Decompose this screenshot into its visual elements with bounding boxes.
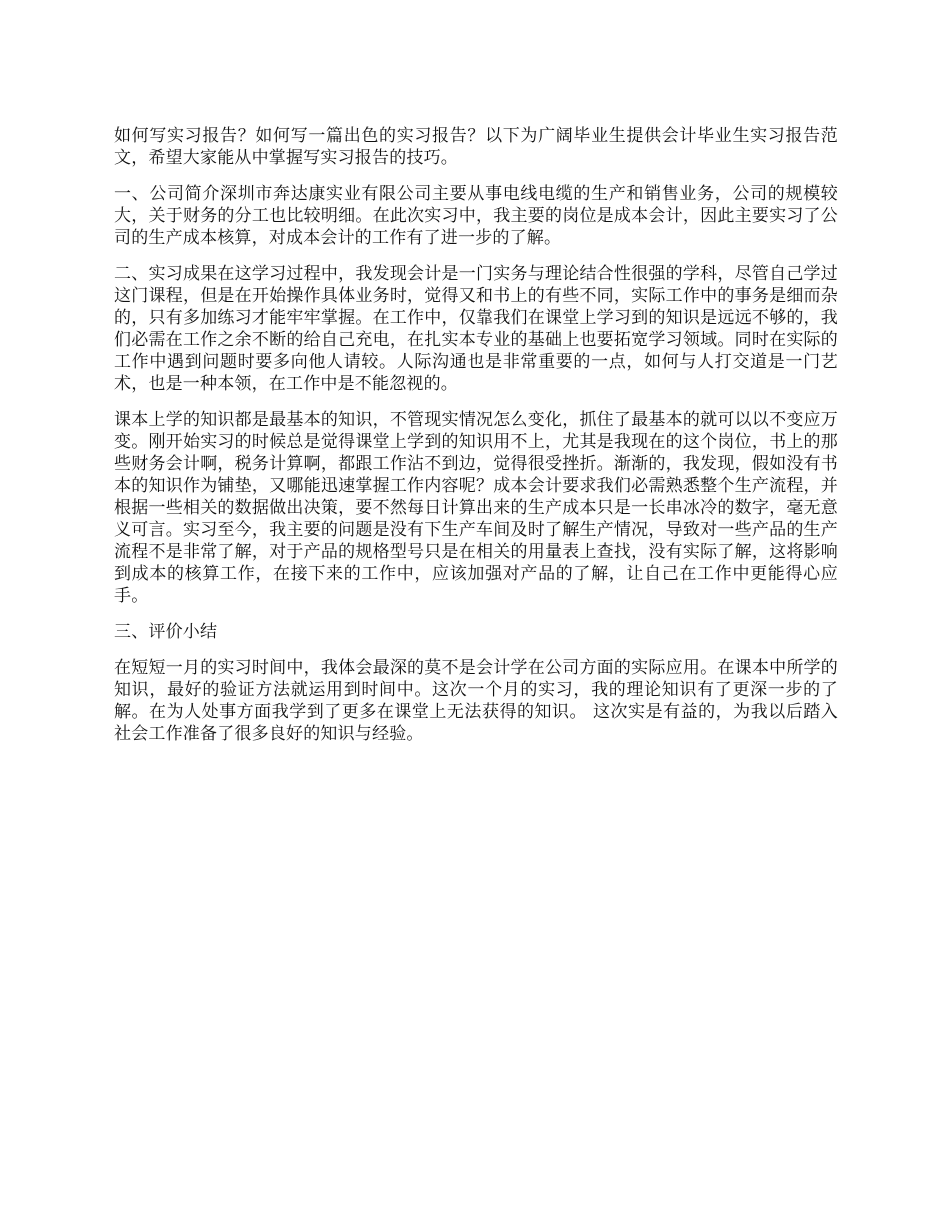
- internship-results-paragraph: 二、实习成果在这学习过程中，我发现会计是一门实务与理论结合性很强的学科，尽管自己学过这门课程，但是在开始操作具体业务时，觉得又和书上的有些不同，实际工作中的事务是细而杂的，只有多加练习才能牢牢掌握。在工作中，仅靠我们在课堂上学习到的知识是远远不够的，我们必需在工作之余不断的给自己充电，在扎实本专业的基础上也要拓宽学习领域。同时在实际的工作中遇到问题时要多向他人请较。人际沟通也是非常重要的一点，如何与人打交道是一门艺术，也是一种本领，在工作中是不能忽视的。: [114, 264, 838, 394]
- intro-paragraph: 如何写实习报告？如何写一篇出色的实习报告？以下为广阔毕业生提供会计毕业生实习报告范文，希望大家能从中掌握写实习报告的技巧。: [114, 126, 838, 168]
- textbook-knowledge-paragraph: 课本上学的知识都是最基本的知识，不管现实情况怎么变化，抓住了最基本的就可以以不变应万变。刚开始实习的时候总是觉得课堂上学到的知识用不上，尤其是我现在的这个岗位，书上的那些财务会计啊，税务计算啊，都跟工作沾不到边，觉得很受挫折。渐渐的，我发现，假如没有书本的知识作为铺垫，又哪能迅速掌握工作内容呢？成本会计要求我们必需熟悉整个生产流程，并根据一些相关的数据做出决策，要不然每日计算出来的生产成本只是一长串冰冷的数字，毫无意义可言。实习至今，我主要的问题是没有下生产车间及时了解生产情况，导致对一些产品的生产流程不是非常了解，对于产品的规格型号只是在相关的用量表上查找，没有实际了解，这将影响到成本的核算工作，在接下来的工作中，应该加强对产品的了解，让自己在工作中更能得心应手。: [114, 410, 838, 606]
- summary-heading: 三、评价小结: [114, 622, 218, 642]
- summary-paragraph: 在短短一月的实习时间中，我体会最深的莫不是会计学在公司方面的实际应用。在课本中所学的知识，最好的验证方法就运用到时间中。这次一个月的实习，我的理论知识有了更深一步的了解。在为人处事方面我学到了更多在课堂上无法获得的知识。 这次实是有益的，为我以后踏入社会工作准备了很多良好的知识与经验。: [114, 658, 838, 744]
- document-body: [114, 125, 838, 759]
- company-intro-paragraph: 一、公司简介深圳市奔达康实业有限公司主要从事电线电缆的生产和销售业务，公司的规模较大，关于财务的分工也比较明细。在此次实习中，我主要的岗位是成本会计，因此主要实习了公司的生产成本核算，对成本会计的工作有了进一步的了解。: [114, 184, 838, 248]
